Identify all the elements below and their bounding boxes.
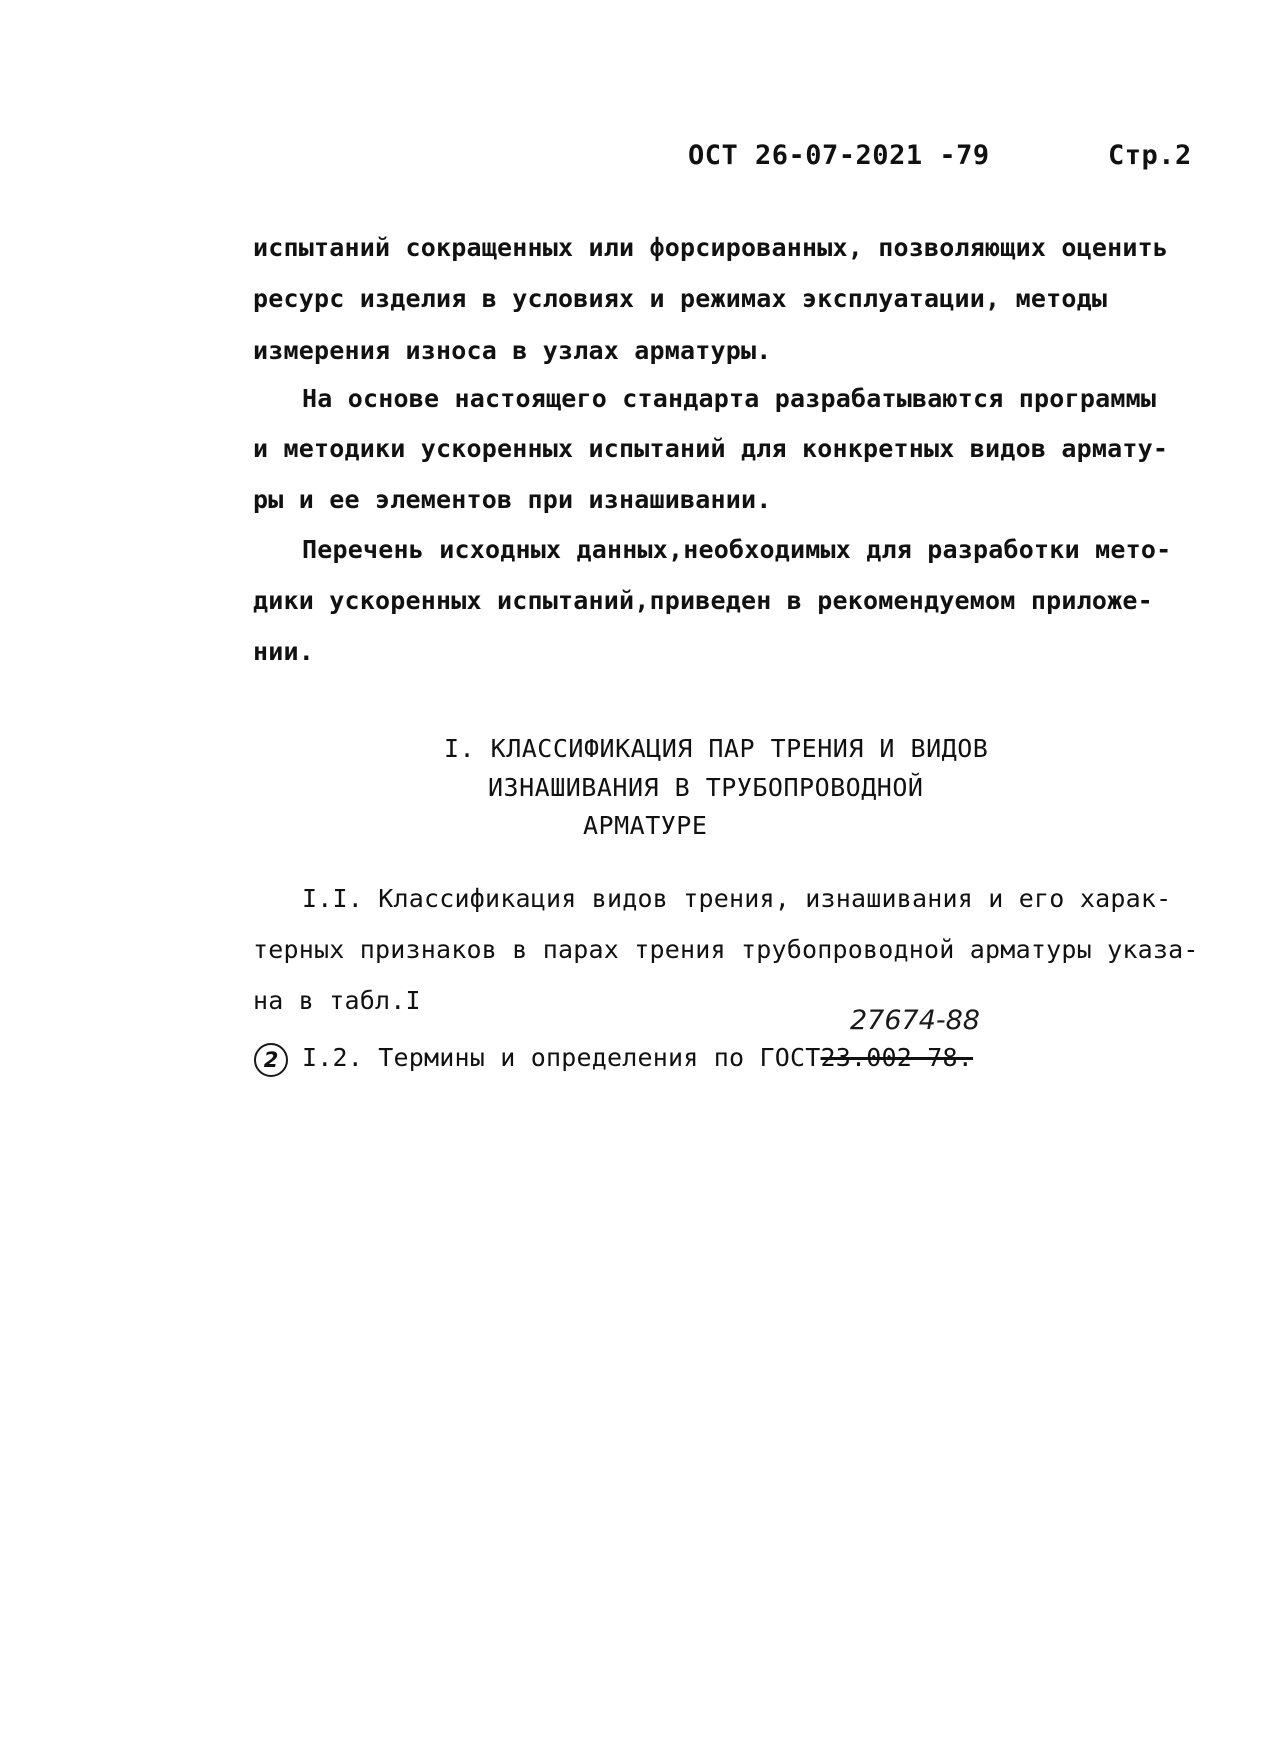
change-mark-number: 2 (263, 1048, 279, 1072)
item-1-2-line (302, 1043, 973, 1072)
section-title-line: I. КЛАССИФИКАЦИЯ ПАР ТРЕНИЯ И ВИДОВ (444, 734, 989, 763)
item-1-2-text: I.2. Термины и определения по ГОСТ (302, 1043, 821, 1072)
paragraph-line: измерения износа в узлах арматуры. (253, 336, 772, 365)
page-number: Стр.2 (1108, 140, 1192, 171)
item-1-1-line: терных признаков в парах трения трубопроводной арматуры указа- (253, 935, 1199, 964)
change-mark-circle (254, 1043, 288, 1077)
paragraph-line: и методики ускоренных испытаний для конкретных видов армату- (253, 434, 1169, 463)
section-title-line: АРМАТУРЕ (583, 811, 708, 840)
paragraph-line: На основе настоящего стандарта разрабатываются программы (302, 384, 1157, 413)
paragraph-line: нии. (253, 637, 315, 666)
paragraph-line: испытаний сокращенных или форсированных, позволяющих оценить (253, 233, 1169, 262)
document-code: ОСТ 26-07-2021 -79 (688, 140, 990, 171)
paragraph-line: ры и ее элементов при изнашивании. (253, 485, 772, 514)
item-1-1-line: I.I. Классификация видов трения, изнашивания и его харак- (302, 884, 1172, 913)
struck-reference: 23.002-78. (820, 1043, 974, 1072)
section-title-line: ИЗНАШИВАНИЯ В ТРУБОПРОВОДНОЙ (488, 773, 924, 802)
item-1-1-line: на в табл.I (253, 986, 421, 1015)
handwritten-correction: 27674-88 (850, 1005, 980, 1036)
paragraph-line: ресурс изделия в условиях и режимах эксплуатации, методы (253, 284, 1108, 313)
paragraph-line: Перечень исходных данных,необходимых для разработки мето- (302, 535, 1172, 564)
paragraph-line: дики ускоренных испытаний,приведен в рекомендуемом приложе- (253, 586, 1153, 615)
